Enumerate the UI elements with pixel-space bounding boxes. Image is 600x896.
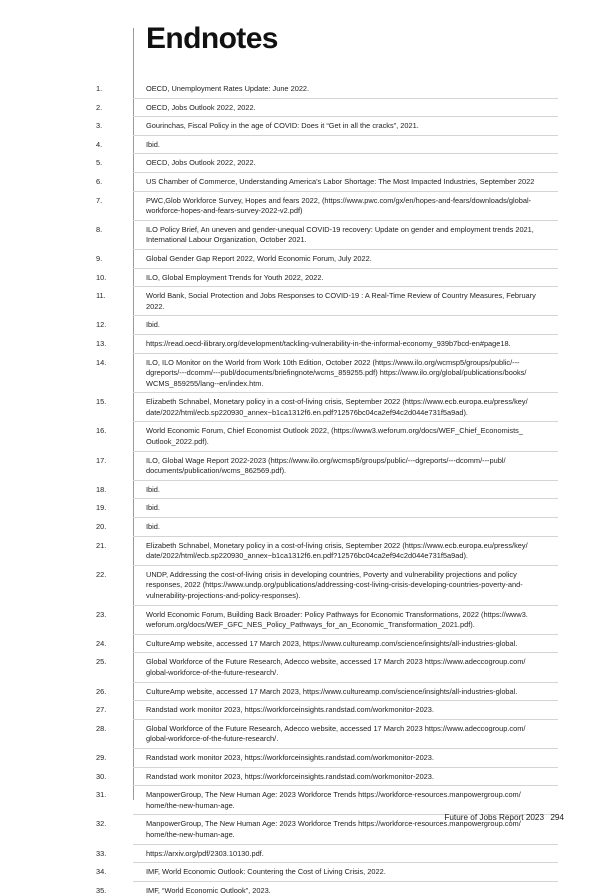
endnote-item: [0, 867, 600, 878]
endnote-text: Ibid.: [146, 522, 160, 532]
endnote-text: ILO, ILO Monitor on the World from Work 10th Edition, October 2022 (https://www.ilo.org/wcmsp5/groups/public/--- dgreports/---dcomm/---publ/documents/briefingnote/wcms_859255.pdf) https://www.ilo.org/global/publications/books/ WCMS_859255/lang--en/index.htm.: [146, 357, 527, 388]
endnote-divider: [133, 421, 558, 422]
endnote-number: 4.: [96, 139, 103, 149]
endnote-item: [0, 177, 600, 188]
endnote-text: Randstad work monitor 2023, https://workforceinsights.randstad.com/workmonitor-2023.: [146, 752, 434, 762]
endnote-number: 8.: [96, 224, 103, 234]
endnote-divider: [133, 536, 558, 537]
endnote-number: 10.: [96, 272, 107, 282]
endnote-text: Randstad work monitor 2023, https://workforceinsights.randstad.com/workmonitor-2023.: [146, 771, 434, 781]
endnote-item: [0, 339, 600, 350]
endnote-item: [0, 541, 600, 562]
endnote-number: 13.: [96, 338, 107, 348]
page-title: Endnotes: [146, 22, 278, 55]
endnote-item: [0, 358, 600, 390]
endnote-item: [0, 657, 600, 678]
endnote-divider: [133, 881, 558, 882]
endnote-number: 27.: [96, 705, 107, 715]
endnote-number: 2.: [96, 102, 103, 112]
endnote-item: [0, 849, 600, 860]
endnote-number: 23.: [96, 609, 107, 619]
endnote-number: 1.: [96, 84, 103, 93]
endnote-number: 22.: [96, 569, 107, 579]
endnote-number: 34.: [96, 867, 107, 877]
endnote-number: 25.: [96, 657, 107, 667]
endnote-divider: [133, 191, 558, 192]
endnote-item: [0, 273, 600, 284]
endnote-number: 24.: [96, 638, 107, 648]
endnote-text: Ibid.: [146, 320, 160, 330]
endnote-text: US Chamber of Commerce, Understanding America’s Labor Shortage: The Most Impacted Industries, September 2022: [146, 176, 535, 186]
endnote-text: ILO Policy Brief, An uneven and gender-unequal COVID-19 recovery: Update on gender and employment trends 2021, International Labour Organization, October 2021.: [146, 224, 534, 245]
endnote-divider: [133, 153, 558, 154]
endnote-text: World Economic Forum, Chief Economist Outlook 2022, (https://www3.weforum.org/docs/WEF_Chief_Economists_ Outlook_2022.pdf).: [146, 426, 523, 447]
endnote-text: CultureAmp website, accessed 17 March 2023, https://www.cultureamp.com/science/insights/all-industries-global.: [146, 638, 518, 648]
endnote-divider: [133, 98, 558, 99]
endnote-text: Global Gender Gap Report 2022, World Economic Forum, July 2022.: [146, 253, 372, 263]
endnote-number: 35.: [96, 885, 107, 895]
endnote-text: IMF, World Economic Outlook: Countering the Cost of Living Crisis, 2022.: [146, 867, 386, 877]
endnote-item: [0, 84, 600, 95]
endnote-text: Ibid.: [146, 503, 160, 513]
endnote-item: [0, 705, 600, 716]
endnote-text: OECD, Jobs Outlook 2022, 2022.: [146, 102, 256, 112]
endnote-divider: [133, 480, 558, 481]
endnote-divider: [133, 605, 558, 606]
footer-page-number: 294: [550, 813, 564, 822]
endnote-item: [0, 610, 600, 631]
endnote-text: World Bank, Social Protection and Jobs Responses to COVID-19 : A Real-Time Review of Country Measures, February 2022.: [146, 291, 536, 311]
endnote-number: 9.: [96, 253, 103, 263]
endnote-divider: [133, 116, 558, 117]
endnote-divider: [133, 634, 558, 635]
endnote-item: [0, 225, 600, 246]
endnote-item: [0, 522, 600, 533]
endnote-number: 28.: [96, 723, 107, 733]
endnote-divider: [133, 249, 558, 250]
endnote-number: 12.: [96, 320, 107, 330]
endnote-item: [0, 886, 600, 896]
page-footer: [440, 813, 564, 822]
endnote-text: ManpowerGroup, The New Human Age: 2023 Workforce Trends https://workforce-resources.manpowergroup.com/ home/the-new-human-age.: [146, 819, 521, 839]
endnote-number: 3.: [96, 121, 103, 131]
endnote-text: Gourinchas, Fiscal Policy in the age of COVID: Does it “Get in all the cracks”, 2021.: [146, 121, 419, 131]
endnote-number: 18.: [96, 484, 107, 494]
endnote-number: 6.: [96, 176, 103, 186]
endnote-number: 19.: [96, 503, 107, 513]
endnote-divider: [133, 286, 558, 287]
endnote-item: [0, 772, 600, 783]
endnote-number: 32.: [96, 819, 107, 829]
endnote-divider: [133, 844, 558, 845]
endnote-item: [0, 639, 600, 650]
endnote-number: 33.: [96, 848, 107, 858]
endnote-text: OECD, Jobs Outlook 2022, 2022.: [146, 158, 256, 168]
endnote-divider: [133, 172, 558, 173]
endnote-divider: [133, 565, 558, 566]
endnote-item: [0, 426, 600, 447]
endnote-item: [0, 790, 600, 811]
endnote-divider: [133, 682, 558, 683]
endnote-text: Ibid.: [146, 484, 160, 494]
endnote-number: 7.: [96, 195, 103, 205]
endnote-item: [0, 320, 600, 331]
endnote-text: Ibid.: [146, 139, 160, 149]
endnote-item: [0, 753, 600, 764]
endnote-number: 30.: [96, 771, 107, 781]
endnote-item: [0, 291, 600, 312]
endnote-item: [0, 397, 600, 418]
endnote-text: PWC,Glob Workforce Survey, Hopes and fears 2022, (https://www.pwc.com/gx/en/hopes-and-fears/downloads/global- workforce-hopes-and-fears-survey-2022-v2.pdf): [146, 195, 532, 216]
endnote-item: [0, 724, 600, 745]
endnote-item: [0, 819, 600, 840]
endnote-divider: [133, 220, 558, 221]
endnote-text: ILO, Global Wage Report 2022-2023 (https://www.ilo.org/wcmsp5/groups/public/---dgreports/---dcomm/---publ/ documents/publication/wcms_862569.pdf).: [146, 455, 506, 476]
endnote-divider: [133, 498, 558, 499]
footer-report-title: Future of Jobs Report 2023: [444, 813, 545, 822]
endnote-divider: [133, 451, 558, 452]
endnote-item: [0, 503, 600, 514]
endnote-text: https://arxiv.org/pdf/2303.10130.pdf.: [146, 848, 264, 858]
endnote-text: Global Workforce of the Future Research, Adecco website, accessed 17 March 2023 https://www.adeccogroup.com/ global-workforce-of-the-future-research/.: [146, 723, 526, 744]
endnote-item: [0, 140, 600, 151]
endnote-number: 21.: [96, 540, 107, 550]
endnote-number: 15.: [96, 397, 107, 407]
endnote-divider: [133, 652, 558, 653]
endnote-divider: [133, 785, 558, 786]
endnote-divider: [133, 719, 558, 720]
endnote-text: CultureAmp website, accessed 17 March 2023, https://www.cultureamp.com/science/insights/all-industries-global.: [146, 686, 518, 696]
endnote-text: Elizabeth Schnabel, Monetary policy in a cost-of-living crisis, September 2022 (https://www.ecb.europa.eu/press/key/ date/2022/html/ecb.sp220930_annex~b1ca1312f6.en.pdf?12576bc04ca2ef94c2d044e731f5a9ad).: [146, 540, 528, 561]
endnote-item: [0, 485, 600, 496]
endnote-number: 29.: [96, 752, 107, 762]
endnote-text: Global Workforce of the Future Research, Adecco website, accessed 17 March 2023 https://www.adeccogroup.com/ global-workforce-of-the-future-research/.: [146, 657, 526, 677]
endnote-divider: [133, 767, 558, 768]
endnote-item: [0, 254, 600, 265]
endnote-text: ILO, Global Employment Trends for Youth 2022, 2022.: [146, 272, 324, 282]
endnote-number: 20.: [96, 522, 107, 532]
endnote-divider: [133, 315, 558, 316]
endnote-number: 5.: [96, 158, 103, 168]
endnote-divider: [133, 700, 558, 701]
endnote-divider: [133, 862, 558, 863]
endnote-item: [0, 456, 600, 477]
endnote-divider: [133, 517, 558, 518]
endnote-item: [0, 121, 600, 132]
endnote-number: 11.: [96, 291, 106, 301]
endnotes-list: [0, 84, 600, 896]
endnote-text: OECD, Unemployment Rates Update: June 2022.: [146, 84, 310, 93]
endnote-number: 17.: [96, 455, 107, 465]
endnote-number: 14.: [96, 357, 107, 367]
endnote-text: Elizabeth Schnabel, Monetary policy in a cost-of-living crisis, September 2022 (https://www.ecb.europa.eu/press/key/ date/2022/html/ecb.sp220930_annex~b1ca1312f6.en.pdf?12576bc04ca2ef94c2d044e731f5a9ad).: [146, 397, 528, 417]
endnote-text: https://read.oecd-ilibrary.org/development/tackling-vulnerability-in-the-informal-economy_939b7bcd-en#page18.: [146, 338, 511, 348]
endnote-divider: [133, 392, 558, 393]
endnote-item: [0, 196, 600, 217]
endnote-text: Randstad work monitor 2023, https://workforceinsights.randstad.com/workmonitor-2023.: [146, 705, 434, 715]
endnote-text: IMF, “World Economic Outlook”, 2023.: [146, 885, 271, 895]
endnote-text: UNDP, Addressing the cost-of-living crisis in developing countries, Poverty and vulnerability projections and policy responses, 2022 (https://www.undp.org/publications/addressing-cost-living-crisis-developing-countries-poverty-and- vulnerability-projections-and-policy-responses).: [146, 569, 523, 600]
endnote-divider: [133, 748, 558, 749]
endnote-item: [0, 103, 600, 114]
endnote-number: 31.: [96, 790, 107, 800]
endnote-item: [0, 570, 600, 602]
endnote-item: [0, 158, 600, 169]
endnote-divider: [133, 334, 558, 335]
endnote-divider: [133, 353, 558, 354]
endnote-text: ManpowerGroup, The New Human Age: 2023 Workforce Trends https://workforce-resources.manpowergroup.com/ home/the-new-human-age.: [146, 790, 521, 810]
endnote-item: [0, 687, 600, 698]
endnote-number: 26.: [96, 686, 107, 696]
endnote-text: World Economic Forum, Building Back Broader: Policy Pathways for Economic Transformations, 2022 (https://www3. weforum.org/docs/WEF_GFC_NES_Policy_Pathways_for_an_Economic_Transformation_2021.pdf).: [146, 609, 528, 630]
endnote-divider: [133, 135, 558, 136]
endnote-number: 16.: [96, 426, 107, 436]
endnote-divider: [133, 268, 558, 269]
